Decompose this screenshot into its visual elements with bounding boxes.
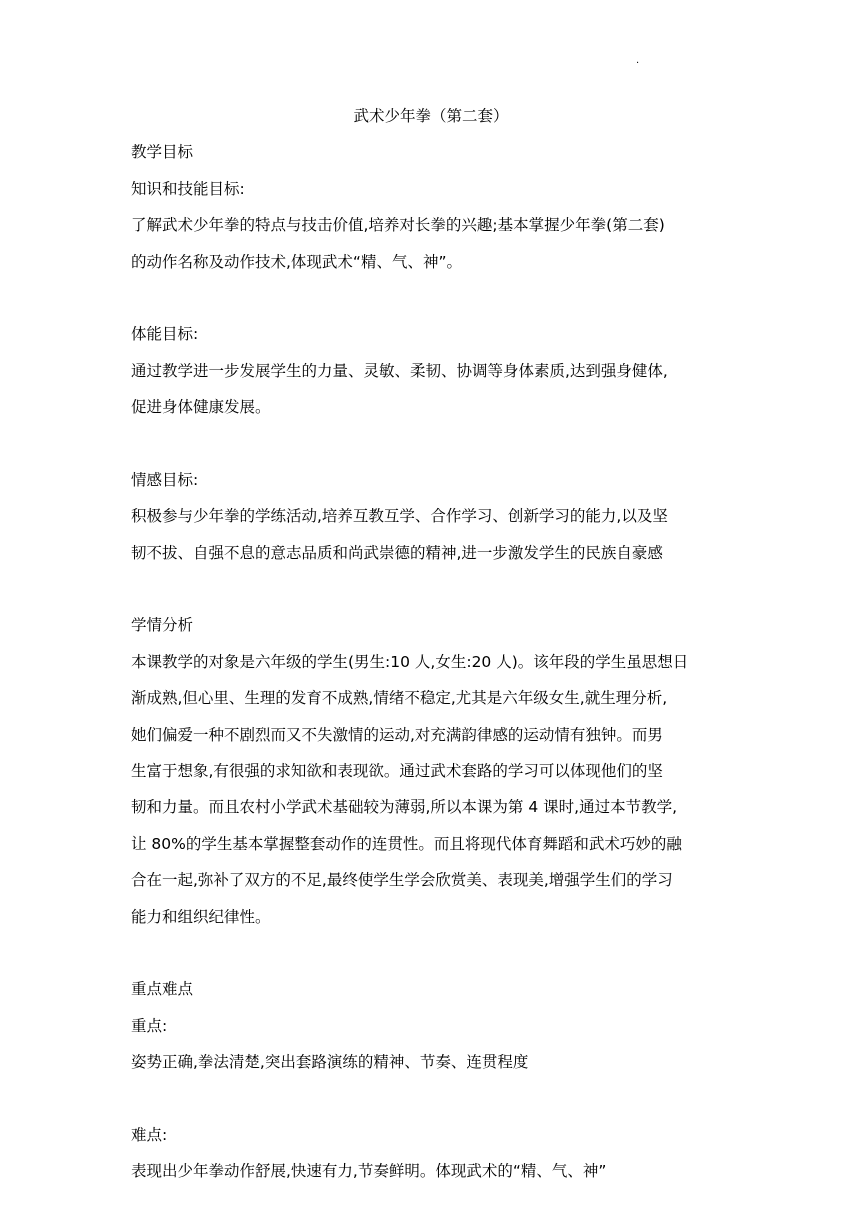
section-subheading: 难点:: [131, 1125, 168, 1144]
document-title: 武术少年拳（第二套）: [353, 107, 509, 125]
paragraph-line: 合在一起,弥补了双方的不足,最终使学生学会欣赏美、表现美,增强学生们的学习: [131, 871, 673, 890]
paragraph: [131, 650, 731, 929]
blank-line: [131, 941, 731, 965]
paragraph-line: 让 80%的学生基本掌握整套动作的连贯性。而且将现代体育舞蹈和武术巧妙的融: [131, 834, 682, 853]
paragraph-line: 生富于想象,有很强的求知欲和表现欲。通过武术套路的学习可以体现他们的坚: [131, 762, 663, 781]
section-subheading: 体能目标:: [131, 325, 199, 344]
paragraph-line: 的动作名称及动作技术,体现武术“精、气、神”。: [131, 252, 462, 271]
paragraph-line: 姿势正确,拳法清楚,突出套路演练的精神、节奏、连贯程度: [131, 1053, 529, 1072]
paragraph-line: 了解武术少年拳的特点与技击价值,培养对长拳的兴趣;基本掌握少年拳(第二套): [131, 216, 665, 235]
section-heading: 重点难点: [131, 980, 194, 999]
section-subheading: 重点:: [131, 1016, 168, 1035]
paragraph-line: 促进身体健康发展。: [131, 398, 271, 417]
paragraph-line: 韧不拔、自强不息的意志品质和尚武崇德的精神,进一步激发学生的民族自豪感: [131, 543, 663, 562]
section-subheading: 知识和技能目标:: [131, 179, 245, 198]
paragraph: [131, 1159, 731, 1183]
paragraph-line: 本课教学的对象是六年级的学生(男生:10 人,女生:20 人)。该年段的学生虽思想日: [131, 652, 689, 671]
paragraph: [131, 359, 731, 419]
paragraph-line: 积极参与少年拳的学练活动,培养互教互学、合作学习、创新学习的能力,以及坚: [131, 507, 668, 526]
paragraph-line: 韧和力量。而且农村小学武术基础较为薄弱,所以本课为第 4 课时,通过本节教学,: [131, 798, 677, 817]
paragraph-line: 能力和组织纪律性。: [131, 907, 271, 926]
paragraph-line: 表现出少年拳动作舒展,快速有力,节奏鲜明。体现武术的“精、气、神”: [131, 1162, 607, 1181]
paragraph: [131, 1050, 731, 1074]
paragraph-line: 她们偏爱一种不剧烈而又不失激情的运动,对充满韵律感的运动情有独钟。而男: [131, 725, 663, 744]
section-subheading: 情感目标:: [131, 470, 199, 489]
document-body: [131, 104, 731, 1183]
paragraph: [131, 504, 731, 564]
paragraph-line: 渐成熟,但心里、生理的发育不成熟,情绪不稳定,尤其是六年级女生,就生理分析,: [131, 689, 668, 708]
paragraph: [131, 213, 731, 273]
blank-line: [131, 577, 731, 601]
paragraph-line: 通过教学进一步发展学生的力量、灵敏、柔韧、协调等身体素质,达到强身健体,: [131, 361, 668, 380]
blank-line: [131, 432, 731, 456]
header-mark: .: [636, 55, 640, 66]
blank-line: [131, 1087, 731, 1111]
section-heading: 教学目标: [131, 143, 194, 162]
section-heading: 学情分析: [131, 616, 194, 635]
blank-line: [131, 286, 731, 310]
